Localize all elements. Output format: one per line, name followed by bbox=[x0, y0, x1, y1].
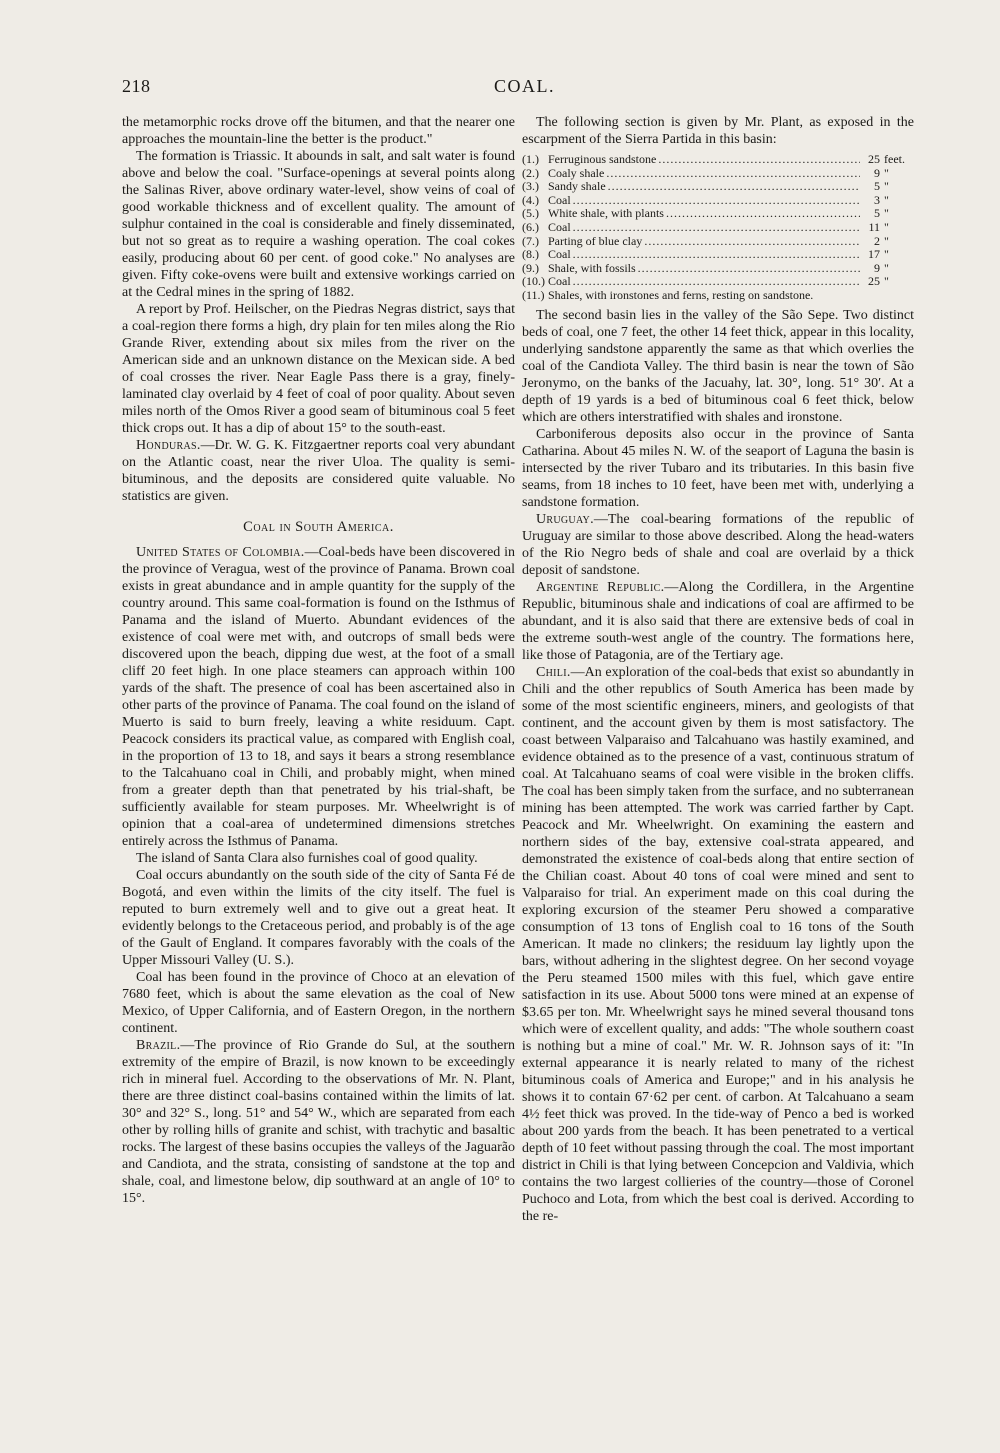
section-lead: Honduras. bbox=[136, 438, 201, 453]
paragraph-text: A report by Prof. Heilscher, on the Piedras Negras district, says that a coal-region there forms a high, dry plain for ten miles along the Rio Grande River, extending about six miles from the river on the American side and an unknown distance on the Mexican side. A bed of coal crosses the river. Near Eagle Pass there is a gray, finely-laminated clay overlaid by 4 feet of coal of poor quality. About seven miles north of the Omos River a good seam of bituminous coal 5 feet thick crops out. It has a dip of about 15° to the south-east. bbox=[122, 302, 515, 436]
paragraph-text: Coal occurs abundantly on the south side of the city of Santa Fé de Bogotá, and even within the limits of the city itself. The fuel is reputed to burn extremely well and to give out a great heat. It evidently belongs to the Cretaceous period, and probably is of the age of the Gault of England. It compares favorably with the coals of the Upper Missouri Valley (U. S.). bbox=[122, 868, 515, 968]
section-lead: Argentine Republic. bbox=[536, 579, 665, 595]
strata-number: (8.) bbox=[522, 247, 539, 262]
paragraph bbox=[122, 867, 515, 969]
dot-leader bbox=[644, 235, 860, 249]
strata-thickness: 25 bbox=[868, 274, 880, 289]
strata-number: (7.) bbox=[522, 233, 539, 248]
paragraph-text: —The province of Rio Grande do Sul, at the southern extremity of the empire of Brazil, is now known to be exceedingly rich in mineral fuel. According to the observations of Mr. N. Plant, there are three distinct coal-basins contained within the limits of lat. 30° and 32° S., long. 51° and 54° W., which are separated from each other by rolling hills of granite and schist, with trachytic and basaltic rocks. The largest of these basins occupies the valleys of the Jaguarão and Candiota, and the strata, consisting of sandstone at the top and shale, coal, and limestone below, dip southward at an angle of 10° to 15°. bbox=[122, 1038, 515, 1206]
paragraph bbox=[522, 511, 914, 579]
running-head: COAL. bbox=[494, 76, 555, 96]
paragraph bbox=[122, 544, 515, 850]
strata-unit: " bbox=[884, 206, 889, 221]
right-column bbox=[522, 114, 914, 1225]
strata-number: (4.) bbox=[522, 192, 539, 207]
paragraph-text: the metamorphic rocks drove off the bitumen, and that the nearer one approaches the mountain-line the better is the product." bbox=[122, 115, 515, 147]
section-lead: Brazil. bbox=[136, 1038, 181, 1053]
paragraph-text: The second basin lies in the valley of the São Sepe. Two distinct beds of coal, one 7 feet, the other 14 feet thick, appear in this locality, underlying sandstone apparently the same as that which overlies the coal of the Candiota Valley. The third basin is near the town of São Jeronymo, on the banks of the Jacuahy, lat. 30°, long. 51° 30′. At a depth of 19 yards is a bed of bituminous coal 6 feet thick, below which are others interstratified with shales and ironstone. bbox=[522, 307, 914, 425]
paragraph bbox=[522, 664, 914, 1225]
strata-name: Coaly shale bbox=[548, 165, 605, 180]
strata-unit: " bbox=[884, 260, 889, 275]
paragraph bbox=[122, 437, 515, 505]
strata-number: (6.) bbox=[522, 219, 539, 234]
strata-row bbox=[522, 207, 914, 221]
strata-thickness: 17 bbox=[868, 247, 880, 262]
paragraph bbox=[122, 148, 515, 301]
strata-row bbox=[522, 167, 914, 181]
paragraph-text: —The coal-bearing formations of the republic of Uruguay are similar to those above described. Along the head-waters of the Rio Negro beds of shale and coal are overlaid by a thick deposit of sandstone. bbox=[522, 511, 914, 578]
paragraph bbox=[522, 307, 914, 426]
strata-table bbox=[522, 153, 914, 303]
strata-thickness: 5 bbox=[874, 179, 880, 194]
dot-leader bbox=[606, 167, 860, 181]
strata-row bbox=[522, 289, 914, 303]
strata-row bbox=[522, 153, 914, 167]
strata-thickness: 2 bbox=[874, 233, 880, 248]
strata-thickness: 3 bbox=[874, 192, 880, 207]
page-header bbox=[122, 76, 882, 100]
strata-unit: " bbox=[884, 274, 889, 289]
strata-number: (9.) bbox=[522, 260, 539, 275]
strata-row bbox=[522, 275, 914, 289]
strata-row bbox=[522, 235, 914, 249]
paragraph bbox=[122, 114, 515, 148]
strata-number: (1.) bbox=[522, 152, 539, 166]
paragraph-text: The formation is Triassic. It abounds in salt, and salt water is found above and below the coal. "Surface-openings at several points along the Salinas River, above ordinary water-level, show veins of coal of good workable thickness and of excellent quality. The amount of sulphur contained in the coal is considerable and finely disseminated, but not so great as to require a washing operation. The coal cokes easily, producing about 60 per cent. of good coke." No analyses are given. Fifty coke-ovens were built and extensive workings carried on at the Cedral mines in the spring of 1882. bbox=[122, 149, 515, 300]
section-lead: United States of Colombia. bbox=[136, 545, 305, 560]
dot-leader bbox=[573, 248, 860, 262]
paragraph bbox=[522, 579, 914, 664]
page-number: 218 bbox=[122, 76, 151, 96]
paragraph bbox=[122, 969, 515, 1037]
strata-name: Coal bbox=[548, 274, 571, 289]
strata-unit: " bbox=[884, 219, 889, 234]
dot-leader bbox=[638, 262, 860, 276]
strata-number: (3.) bbox=[522, 179, 539, 194]
strata-name: Coal bbox=[548, 192, 571, 207]
strata-intro: The following section is given by Mr. Plant, as exposed in the escarpment of the Sierra Partida in this basin: bbox=[522, 115, 914, 147]
paragraph-text: —Dr. W. G. K. Fitzgaertner reports coal very abundant on the Atlantic coast, near the river Uloa. The quality is semi-bituminous, and the deposits are considered quite valuable. No statistics are given. bbox=[122, 438, 515, 504]
strata-name: Sandy shale bbox=[548, 179, 606, 194]
strata-name: White shale, with plants bbox=[548, 206, 664, 221]
strata-name: Coal bbox=[548, 219, 571, 234]
strata-name: Ferruginous sandstone bbox=[548, 152, 657, 166]
dot-leader bbox=[573, 221, 860, 235]
strata-name: Shale, with fossils bbox=[548, 260, 636, 275]
strata-row bbox=[522, 180, 914, 194]
strata-number: (10.) bbox=[522, 274, 545, 289]
strata-name: Shales, with ironstones and ferns, resting on sandstone. bbox=[548, 287, 814, 302]
paragraph bbox=[522, 426, 914, 511]
strata-thickness: 5 bbox=[874, 206, 880, 221]
paragraph-text: —Along the Cordillera, in the Argentine Republic, bituminous shale and indications of coal are affirmed to be abundant, and it is also said that there are extensive beds of coal in the extreme south-west angle of the country. The formations here, like those of Patagonia, are of the Tertiary age. bbox=[522, 579, 914, 663]
strata-number: (11.) bbox=[522, 287, 545, 302]
dot-leader bbox=[573, 194, 860, 208]
paragraph bbox=[122, 1037, 515, 1207]
paragraph-text: The island of Santa Clara also furnishes coal of good quality. bbox=[136, 851, 478, 866]
dot-leader bbox=[666, 207, 860, 221]
paragraph-text: —Coal-beds have been discovered in the province of Veragua, west of the province of Panama. Brown coal exists in great abundance and in ample quantity for the supply of the country around. This same coal-formation is found on the Isthmus of Panama and the island of Muerto. Abundant evidences of the existence of coal were met with, and outcrops of small beds were discovered upon the beach, dipping due west, at the foot of a small cliff 20 feet high. In one place steamers can approach within 100 yards of the shaft. The presence of coal has been ascertained also in other parts of the province of Panama. The coal found on the island of Muerto is said to burn freely, leaving a white residuum. Capt. Peacock considers its practical value, as compared with English coal, in the proportion of 13 to 18, and says it bears a strong resemblance to the Talcahuano coal in Chili, and probably might, when mined from a greater depth than that penetrated by his trial-shaft, be sufficiently available for steam purposes. Mr. Wheelwright is of opinion that a coal-area of undetermined dimensions stretches entirely across the Isthmus of Panama. bbox=[122, 545, 516, 849]
dot-leader bbox=[658, 153, 860, 167]
strata-row bbox=[522, 194, 914, 208]
strata-name: Coal bbox=[548, 247, 571, 262]
strata-thickness: 25 bbox=[868, 152, 880, 166]
paragraph-text: —An exploration of the coal-beds that exist so abundantly in Chili and the other republics of South America has been made by some of the most scientific engineers, miners, and geologists of that continent, and the account given by them is most satisfactory. The coast between Valparaiso and Talcahuano was hastily examined, and evidence obtained as to the presence of a vast, continuous stratum of coal. At Talcahuano seams of coal were visible in the broken cliffs. The coal has been simply taken from the surface, and no subterranean mining has been attempted. The work was carried farther by Capt. Peacock and Mr. Wheelwright. On examining the eastern and northern sides of the bay, extensive coal-strata appeared, and demonstrated the existence of coal-beds along that entire section of the Chilian coast. About 40 tons of coal were mined and sent to Valparaiso for trial. An experiment made on this coal during the exploring excursion of the steamer Peru showed a comparative consumption of 13 tons of English coal to 16 tons of the South American. It made no clinkers; the residuum lay lightly upon the bars, without adhering in the slightest degree. On her second voyage the Peru steamed 1500 miles with this fuel, which gave entire satisfaction in its use. About 5000 tons were mined at an expense of $3.65 per ton. Mr. Wheelwright says he mined several thousand tons which were of excellent quality, and adds: "The whole southern coast is nothing but a mine of coal." Mr. W. R. Johnson says of it: "In external appearance it is nearly related to many of the richest bituminous coals of America and Europe;" and in his analysis he shows it to contain 67·62 per cent. of carbon. At Talcahuano a seam 4½ feet thick was proved. In the tide-way of Penco a bed is worked about 200 yards from the beach. It has been penetrated to a vertical depth of 10 feet without passing through the coal. The most important district in Chili is that lying between Concepcion and Valdivia, which contains the two largest collieries of the country—those of Coronel Puchoco and Lota, from which the best coal is derived. According to the re- bbox=[522, 664, 914, 1224]
strata-row bbox=[522, 262, 914, 276]
section-heading: Coal in South America. bbox=[243, 519, 394, 535]
dot-leader bbox=[573, 275, 860, 289]
section-lead: Chili. bbox=[536, 664, 571, 680]
strata-row bbox=[522, 248, 914, 262]
strata-thickness: 9 bbox=[874, 260, 880, 275]
strata-unit: " bbox=[884, 247, 889, 262]
strata-unit: " bbox=[884, 233, 889, 248]
strata-thickness: 9 bbox=[874, 165, 880, 180]
paragraph-text: Coal has been found in the province of Choco at an elevation of 7680 feet, which is about the same elevation as the coal of New Mexico, of Upper California, and of Eastern Oregon, in the northern continent. bbox=[122, 970, 515, 1036]
left-column bbox=[122, 114, 515, 1207]
paragraph bbox=[122, 850, 515, 867]
strata-unit: " bbox=[884, 165, 889, 180]
dot-leader bbox=[608, 180, 860, 194]
strata-number: (2.) bbox=[522, 165, 539, 180]
paragraph bbox=[122, 301, 515, 437]
strata-number: (5.) bbox=[522, 206, 539, 221]
section-lead: Uruguay. bbox=[536, 511, 594, 527]
strata-thickness: 11 bbox=[868, 219, 880, 234]
strata-unit: feet. bbox=[884, 152, 905, 166]
strata-row bbox=[522, 221, 914, 235]
strata-unit: " bbox=[884, 192, 889, 207]
strata-unit: " bbox=[884, 179, 889, 194]
paragraph-text: Carboniferous deposits also occur in the province of Santa Catharina. About 45 miles N. W. of the seaport of Laguna the basin is intersected by the river Tubaro and its tributaries. In this basin five seams, from 18 inches to 10 feet, have been met with, underlying a sandstone formation. bbox=[522, 426, 914, 510]
strata-name: Parting of blue clay bbox=[548, 233, 643, 248]
